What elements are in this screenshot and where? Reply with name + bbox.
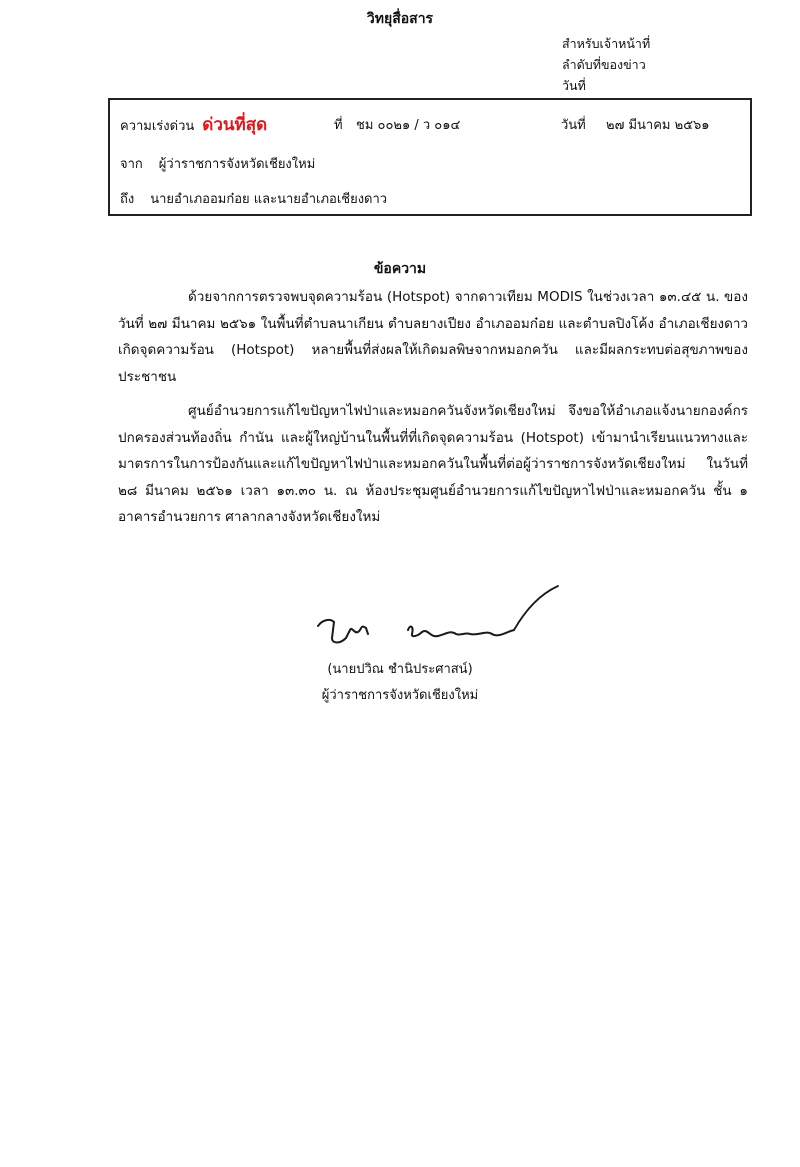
to-label: ถึง xyxy=(120,192,135,207)
document-title: วิทยุสื่อสาร xyxy=(366,11,434,27)
header-row-urgency xyxy=(120,114,740,136)
urgency-label: ความเร่งด่วน xyxy=(120,119,195,134)
from-value: ผู้ว่าราชการจังหวัดเชียงใหม่ xyxy=(158,157,316,172)
message-heading: ข้อความ xyxy=(373,261,427,277)
from-label: จาก xyxy=(120,157,143,172)
header-box xyxy=(108,98,752,216)
to-value: นายอำเภออมก๋อย และนายอำเภอเชียงดาว xyxy=(150,192,388,207)
signer-title: ผู้ว่าราชการจังหวัดเชียงใหม่ xyxy=(321,688,479,703)
handwritten-signature xyxy=(310,578,570,653)
body-paragraph-2: ศูนย์อำนวยการแก้ไขปัญหาไฟป่าและหมอกควันจังหวัดเชียงใหม่ จึงขอให้อำเภอแจ้งนายกองค์กรปกครองส่วนท้องถิ่น กำนัน และผู้ใหญ่บ้านในพื้นที่ที่เกิดจุดความร้อน (Hotspot) เข้ามานำเรียนแนวทางและมาตรการในการป้องกันและแก้ไขปัญหาไฟป่าและหมอกควันในพื้นที่ต่อผู้ว่าราชการจังหวัดเชียงใหม่ ในวันที่ ๒๘ มีนาคม ๒๕๖๑ เวลา ๑๓.๓๐ น. ณ ห้องประชุมศูนย์อำนวยการแก้ไขปัญหาไฟป่าและหมอกควัน ชั้น ๑ อาคารอำนวยการ ศาลากลางจังหวัดเชียงใหม่ xyxy=(118,403,748,525)
signer-name: (นายปวิณ ชำนิประศาสน์) xyxy=(327,662,473,677)
date-label: วันที่ xyxy=(561,118,586,133)
reference-number: ชม ๐๐๒๑ / ว ๐๑๔ xyxy=(356,118,461,133)
officer-line-1: สำหรับเจ้าหน้าที่ xyxy=(562,36,651,51)
reference-label: ที่ xyxy=(334,118,343,133)
header-row-from xyxy=(120,153,315,174)
officer-line-3: วันที่ xyxy=(562,78,586,93)
urgency-value: ด่วนที่สุด xyxy=(202,115,268,135)
header-row-to xyxy=(120,188,387,209)
body-paragraph-1: ด้วยจากการตรวจพบจุดความร้อน (Hotspot) จากดาวเทียม MODIS ในช่วงเวลา ๑๓.๔๕ น. ของวันที่ ๒๗ มีนาคม ๒๕๖๑ ในพื้นที่ตำบลนาเกียน ตำบลยางเปียง อำเภออมก๋อย และตำบลปิงโค้ง อำเภอเชียงดาว เกิดจุดความร้อน (Hotspot) หลายพื้นที่ส่งผลให้เกิดมลพิษจากหมอกควัน และมีผลกระทบต่อสุขภาพของประชาชน xyxy=(118,289,748,385)
officer-line-2: ลำดับที่ของข่าว xyxy=(562,57,646,72)
date-value: ๒๗ มีนาคม ๒๕๖๑ xyxy=(606,118,710,133)
officer-block xyxy=(562,33,650,96)
